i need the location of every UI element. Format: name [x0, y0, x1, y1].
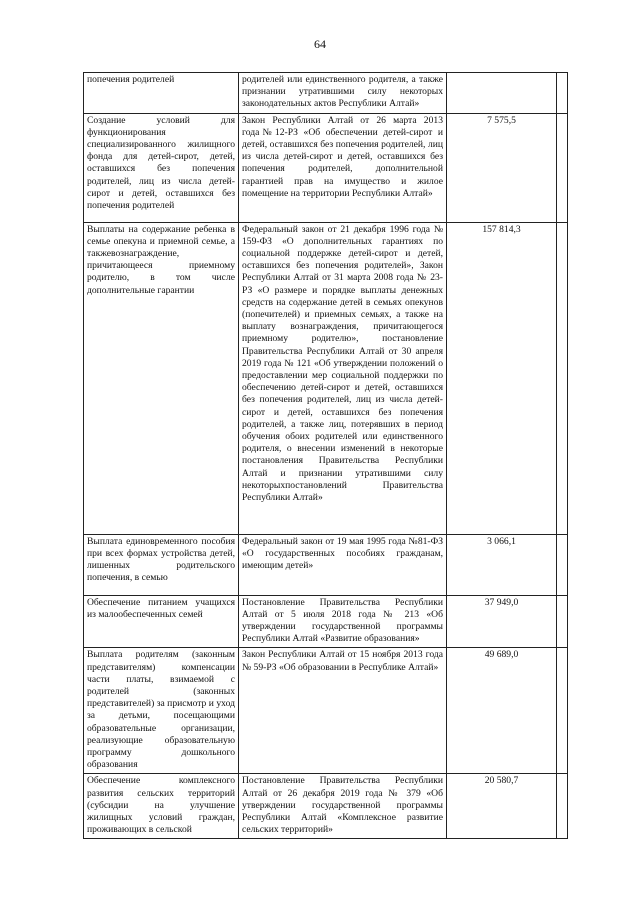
row-name-cell: Выплата единовременного пособия при всех формах устройства детей, лишенных родительского попечения, в семью [84, 534, 239, 595]
budget-table [83, 72, 568, 839]
page-number: 64 [314, 37, 326, 51]
row-amount-cell: 49 689,0 [447, 648, 557, 774]
row-name-cell: Выплаты на содержание ребенка в семье опекуна и приемной семье, а такжевознаграждение, причитающееся приемному родителю, в том числе дополнительные гарантии [84, 222, 239, 534]
row-basis-cell: Постановление Правительства Республики Алтай от 5 июля 2018 года № 213 «Об утверждении государственной программы Республики Алтай «Развитие образования» [239, 595, 447, 648]
row-empty-cell [557, 113, 568, 222]
table-row [84, 222, 568, 534]
row-amount-cell: 20 580,7 [447, 774, 557, 839]
row-amount-cell: 157 814,3 [447, 222, 557, 534]
row-name-cell: Создание условий для функционирования специализированного жилищного фонда для детей-сирот, детей, оставшихся без попечения родителей, лиц из числа детей-сирот и детей, оставшихся без попечения родителей [84, 113, 239, 222]
row-amount-cell: 3 066,1 [447, 534, 557, 595]
table-row [84, 73, 568, 114]
row-amount-cell: 37 949,0 [447, 595, 557, 648]
table-row [84, 774, 568, 839]
row-name-cell: попечения родителей [84, 73, 239, 114]
row-empty-cell [557, 222, 568, 534]
row-empty-cell [557, 534, 568, 595]
table-row [84, 113, 568, 222]
row-basis-cell: родителей или единственного родителя, а также признании утратившими силу некоторых законодательных актов Республики Алтай» [239, 73, 447, 114]
row-basis-cell: Федеральный закон от 19 мая 1995 года №81-ФЗ «О государственных пособиях гражданам, имеющим детей» [239, 534, 447, 595]
row-name-cell: Обеспечение комплексного развития сельских территорий (субсидии на улучшение жилищных условий граждан, проживающих в сельской [84, 774, 239, 839]
table-row [84, 595, 568, 648]
row-basis-cell: Федеральный закон от 21 декабря 1996 года № 159-ФЗ «О дополнительных гарантиях по социальной поддержке детей-сирот и детей, оставшихся без попечения родителей», Закон Республики Алтай от 31 марта 2008 года № 23-РЗ «О размере и порядке выплаты денежных средств на содержание детей в семьях опекунов (попечителей) и приемных семьях, а также на выплату вознаграждения, причитающегося приемному родителю», постановление Правительства Республики Алтай от 30 апреля 2019 года № 121 «Об утверждении положений о предоставлении мер социальной поддержки по обеспечению детей-сирот и детей, оставшихся без попечения родителей, лиц из числа детей-сирот и детей, оставшихся без попечения родителей, а также лиц, потерявших в период обучения обоих родителей или единственного родителя, о внесении изменений в некоторые постановления Правительства Республики Алтай и признании утратившими силу некоторыхпостановлений Правительства Республики Алтай» [239, 222, 447, 534]
row-name-cell: Выплата родителям (законным представителям) компенсации части платы, взимаемой с родителей (законных представителей) за присмотр и уход за детьми, посещающими образовательные организации, реализующие образовательную программу дошкольного образования [84, 648, 239, 774]
row-empty-cell [557, 595, 568, 648]
row-empty-cell [557, 648, 568, 774]
row-basis-cell: Закон Республики Алтай от 26 марта 2013 года№12-РЗ «Об обеспечении детей-сирот и детей, оставшихся без попечения родителей, лиц из числа детей-сирот и детей, оставшихся без попечения родителей, дополнительной гарантией прав на имущество и жилое помещение на территории Республики Алтай» [239, 113, 447, 222]
table-row [84, 648, 568, 774]
row-basis-cell: Закон Республики Алтай от 15 ноября 2013 года № 59-РЗ «Об образовании в Республике Алтай» [239, 648, 447, 774]
row-empty-cell [557, 73, 568, 114]
row-amount-cell [447, 73, 557, 114]
row-basis-cell: Постановление Правительства Республики Алтай от 26 декабря 2019 года № 379 «Об утверждении государственной программы Республики Алтай «Комплексное развитие сельских территорий» [239, 774, 447, 839]
table-row [84, 534, 568, 595]
row-amount-cell: 7 575,5 [447, 113, 557, 222]
row-empty-cell [557, 774, 568, 839]
row-name-cell: Обеспечение питанием учащихся из малообеспеченных семей [84, 595, 239, 648]
